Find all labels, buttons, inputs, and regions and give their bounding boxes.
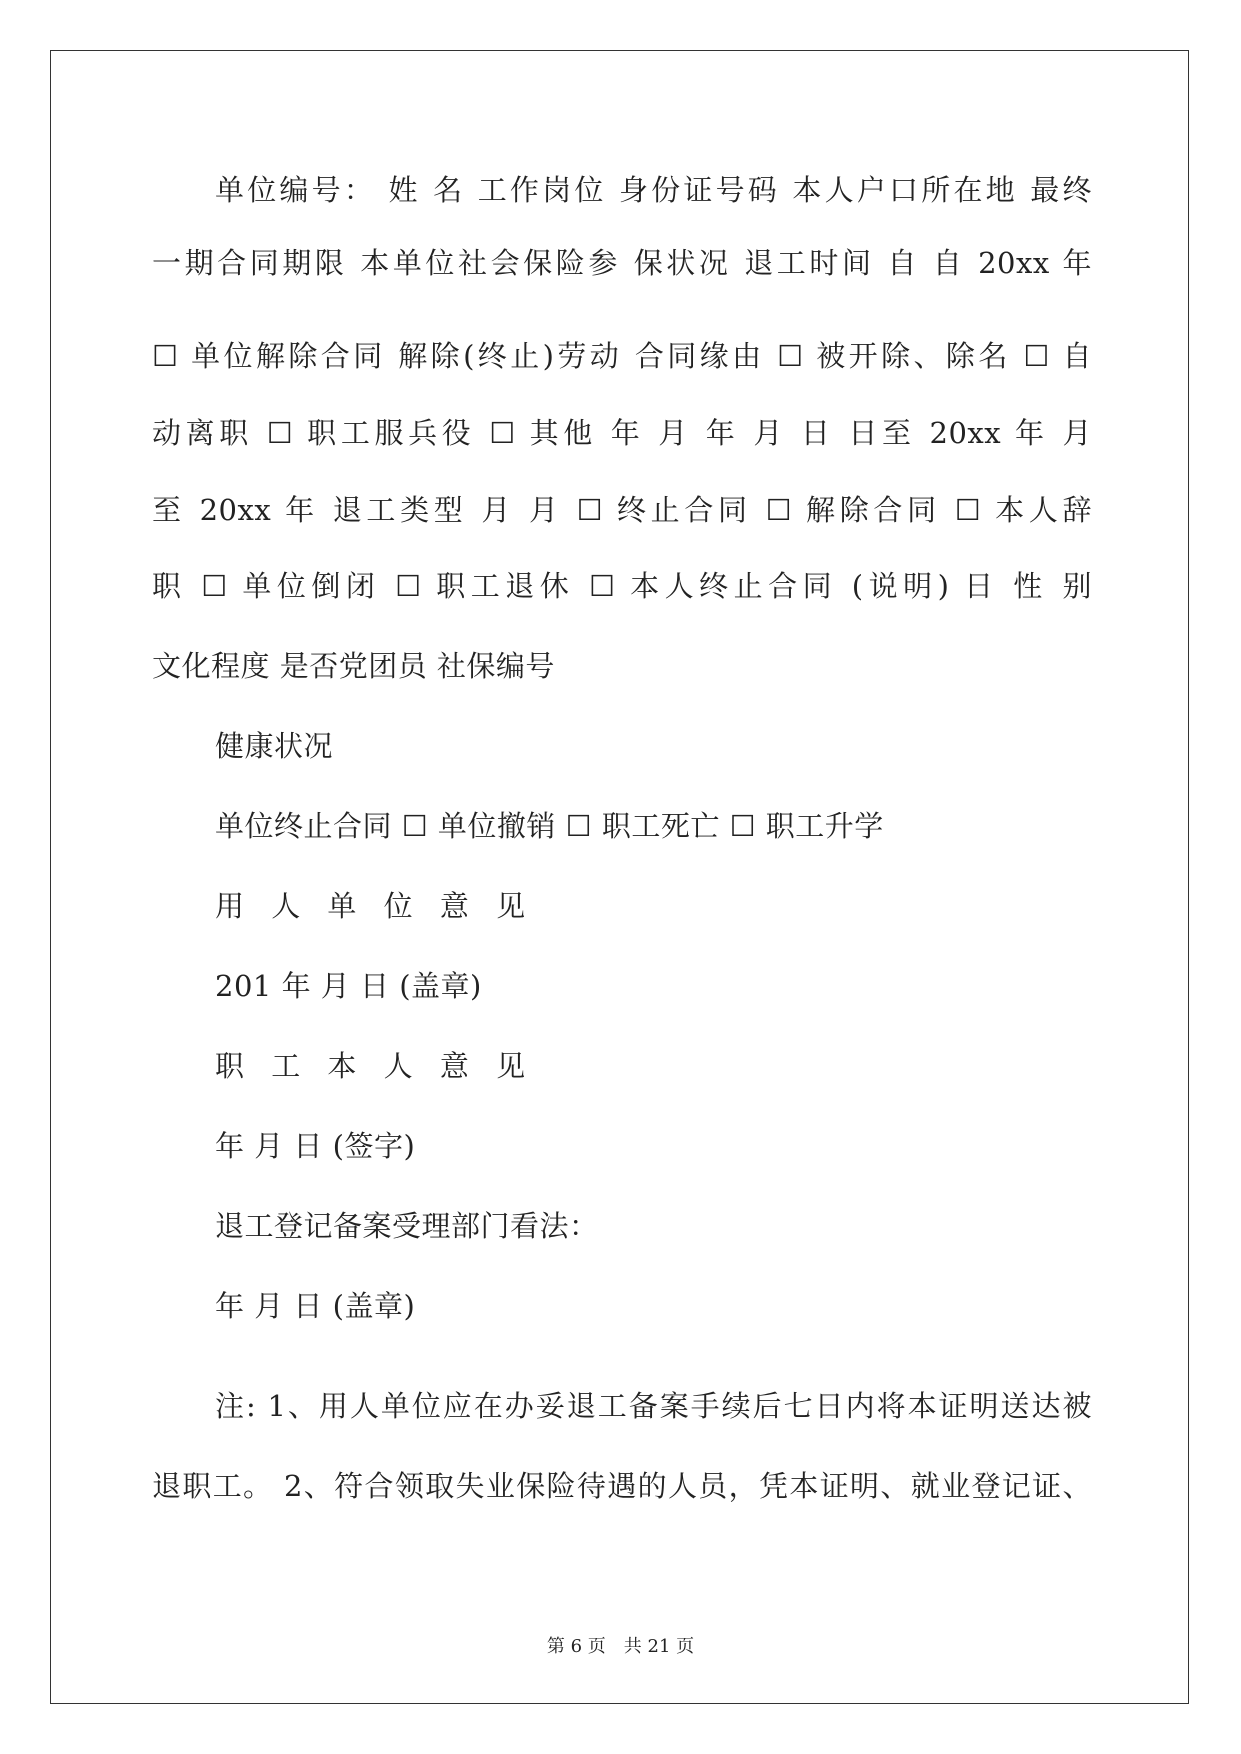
page-border <box>50 50 1189 1704</box>
text-line-9: 单位终止合同 ☐ 单位撤销 ☐ 职工死亡 ☐ 职工升学 <box>215 809 884 843</box>
text-line-12: 职 工 本 人 意 见 <box>215 1049 535 1083</box>
text-line-1: 单位编号： 姓 名 工作岗位 身份证号码 本人户口所在地 最终 <box>215 173 1092 207</box>
text-line-3: ☐ 单位解除合同 解除(终止)劳动 合同缘由 ☐ 被开除、除名 ☐ 自 <box>152 339 1092 373</box>
text-line-15: 年 月 日 (盖章) <box>215 1289 416 1323</box>
page-number-footer: 第 6 页 共 21 页 <box>546 1636 695 1657</box>
text-line-14: 退工登记备案受理部门看法： <box>215 1209 599 1243</box>
text-line-10: 用 人 单 位 意 见 <box>215 889 535 923</box>
text-line-6: 职 ☐ 单位倒闭 ☐ 职工退休 ☐ 本人终止合同 (说明) 日 性 别 <box>152 569 1092 603</box>
text-line-8: 健康状况 <box>215 729 334 763</box>
text-line-17: 退职工。 2、符合领取失业保险待遇的人员，凭本证明、就业登记证、 <box>152 1469 1092 1503</box>
text-line-4: 动离职 ☐ 职工服兵役 ☐ 其他 年 月 年 月 日 日至 20xx 年 月 <box>152 416 1092 450</box>
text-line-13: 年 月 日 (签字) <box>215 1129 416 1163</box>
text-line-5: 至 20xx 年 退工类型 月 月 ☐ 终止合同 ☐ 解除合同 ☐ 本人辞 <box>152 493 1092 527</box>
text-line-11: 201 年 月 日 (盖章) <box>215 969 482 1003</box>
text-line-2: 一期合同期限 本单位社会保险参 保状况 退工时间 自 自 20xx 年 <box>152 246 1092 280</box>
text-line-7: 文化程度 是否党团员 社保编号 <box>152 649 555 683</box>
text-line-16: 注: 1、用人单位应在办妥退工备案手续后七日内将本证明送达被 <box>215 1389 1092 1423</box>
